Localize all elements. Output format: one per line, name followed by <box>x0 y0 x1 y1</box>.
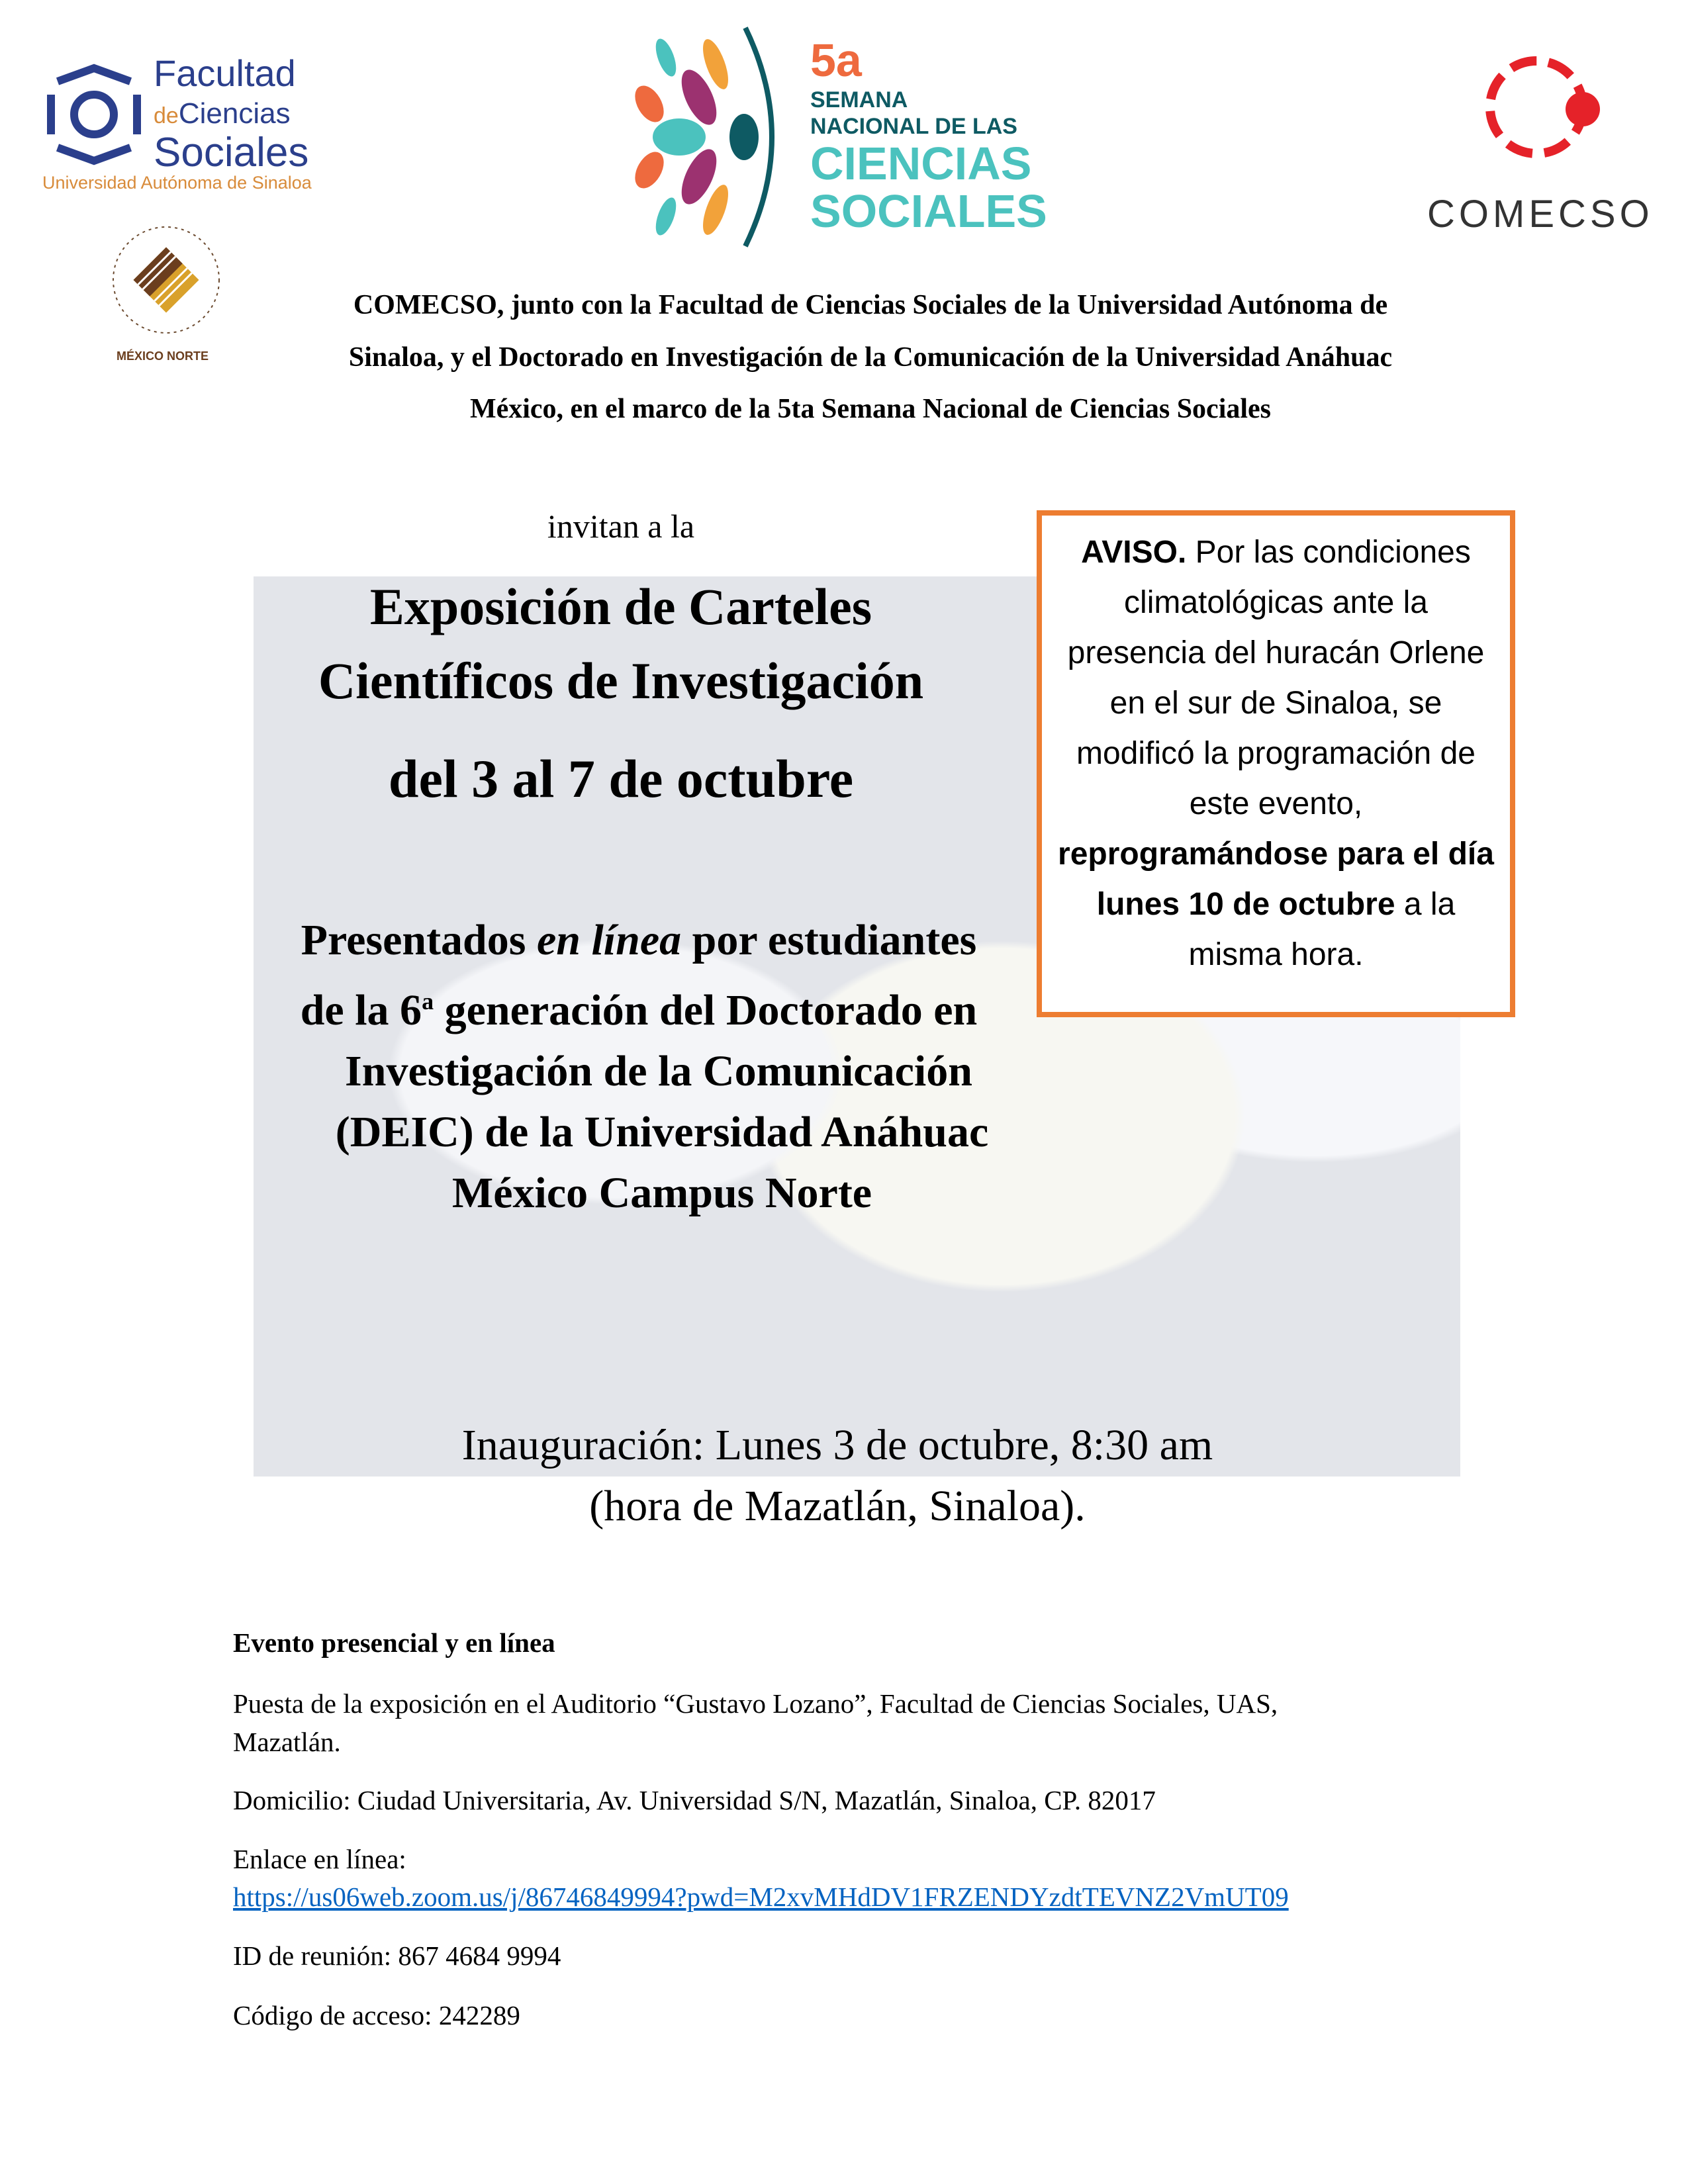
petals-icon <box>600 24 798 250</box>
presented-pre: Presentados <box>301 916 537 964</box>
facultad-line2: Ciencias <box>178 97 291 130</box>
info-heading: Evento presencial y en línea <box>233 1627 555 1658</box>
semana-num: 5a <box>810 34 862 86</box>
facultad-de: de <box>154 103 179 128</box>
facultad-ciencias-sociales-logo <box>41 52 312 194</box>
venue-line-1: Puesta de la exposición en el Auditorio “Gustavo Lozano”, Facultad de Ciencias Sociales, UAS, <box>233 1688 1278 1719</box>
semana-line4: SOCIALES <box>810 185 1047 237</box>
notice-text-end: a la misma hora. <box>1188 887 1456 972</box>
anahuac-logo <box>97 220 236 366</box>
comecso-emblem-icon <box>1464 36 1609 179</box>
presented-line3: Investigación de la Comunicación <box>345 1047 972 1095</box>
comecso-logo <box>1421 36 1654 242</box>
presented-line2a: de la 6 <box>300 986 422 1034</box>
header-line-1: COMECSO, junto con la Facultad de Ciencias Sociales de la Universidad Autónoma de <box>353 290 1388 320</box>
facultad-line1: Facultad <box>154 52 296 94</box>
semana-line2: NACIONAL DE LAS <box>810 114 1017 139</box>
header-line-3: México, en el marco de la 5ta Semana Nacional de Ciencias Sociales <box>469 394 1272 424</box>
presented-line5: México Campus Norte <box>451 1169 872 1217</box>
access-code: Código de acceso: 242289 <box>233 2000 520 2030</box>
semana-line3: CIENCIAS <box>810 138 1032 189</box>
presented-line4: (DEIC) de la Universidad Anáhuac <box>335 1108 989 1156</box>
title-dates: del 3 al 7 de octubre <box>388 749 854 809</box>
presented-italic: en línea <box>536 916 682 964</box>
inauguration-line-1: Inauguración: Lunes 3 de octubre, 8:30 am <box>461 1421 1213 1469</box>
meeting-id: ID de reunión: 867 4684 9994 <box>233 1940 561 1971</box>
semana-line1: SEMANA <box>810 87 908 113</box>
inauguration-line-2: (hora de Mazatlán, Sinaloa). <box>589 1482 1086 1530</box>
facultad-line3: Sociales <box>154 130 309 175</box>
address: Domicilio: Ciudad Universitaria, Av. Universidad S/N, Mazatlán, Sinaloa, CP. 82017 <box>233 1785 1156 1815</box>
facultad-sub: Universidad Autónoma de Sinaloa <box>42 173 312 193</box>
link-label: Enlace en línea: <box>233 1844 406 1874</box>
notice-box <box>1037 510 1515 1017</box>
comecso-label: COMECSO <box>1427 193 1654 236</box>
title-line-2: Científicos de Investigación <box>318 652 924 709</box>
presented-line2b: generación del Doctorado en <box>434 986 978 1034</box>
presented-post: por estudiantes <box>681 916 977 964</box>
notice-new-date: reprogramándose para el día lunes 10 de octubre <box>1058 837 1494 922</box>
zoom-link[interactable]: https://us06web.zoom.us/j/86746849994?pwd=M2xvMHdDV1FRZENDYzdtTEVNZ2VmUT09 <box>233 1882 1289 1912</box>
notice-text: Por las condiciones climatológicas ante la presencia del huracán Orlene en el sur de Sinaloa, se modificó la programación de este evento, <box>1067 535 1485 821</box>
presented-block <box>225 910 1053 1224</box>
facultad-emblem-icon <box>44 62 144 167</box>
anahuac-sub: MÉXICO NORTE <box>117 349 209 363</box>
notice-label: AVISO. <box>1081 535 1187 570</box>
venue-line-2: Mazatlán. <box>233 1727 341 1757</box>
title-line-1: Exposición de Carteles <box>369 578 872 635</box>
presented-sup: a <box>422 988 434 1015</box>
anahuac-seal-icon <box>103 220 229 340</box>
semana-nacional-logo <box>600 24 1050 250</box>
invite-text: invitan a la <box>547 508 695 545</box>
header-line-2: Sinaloa, y el Doctorado en Investigación de la Comunicación de la Universidad Anáhuac <box>348 342 1393 373</box>
